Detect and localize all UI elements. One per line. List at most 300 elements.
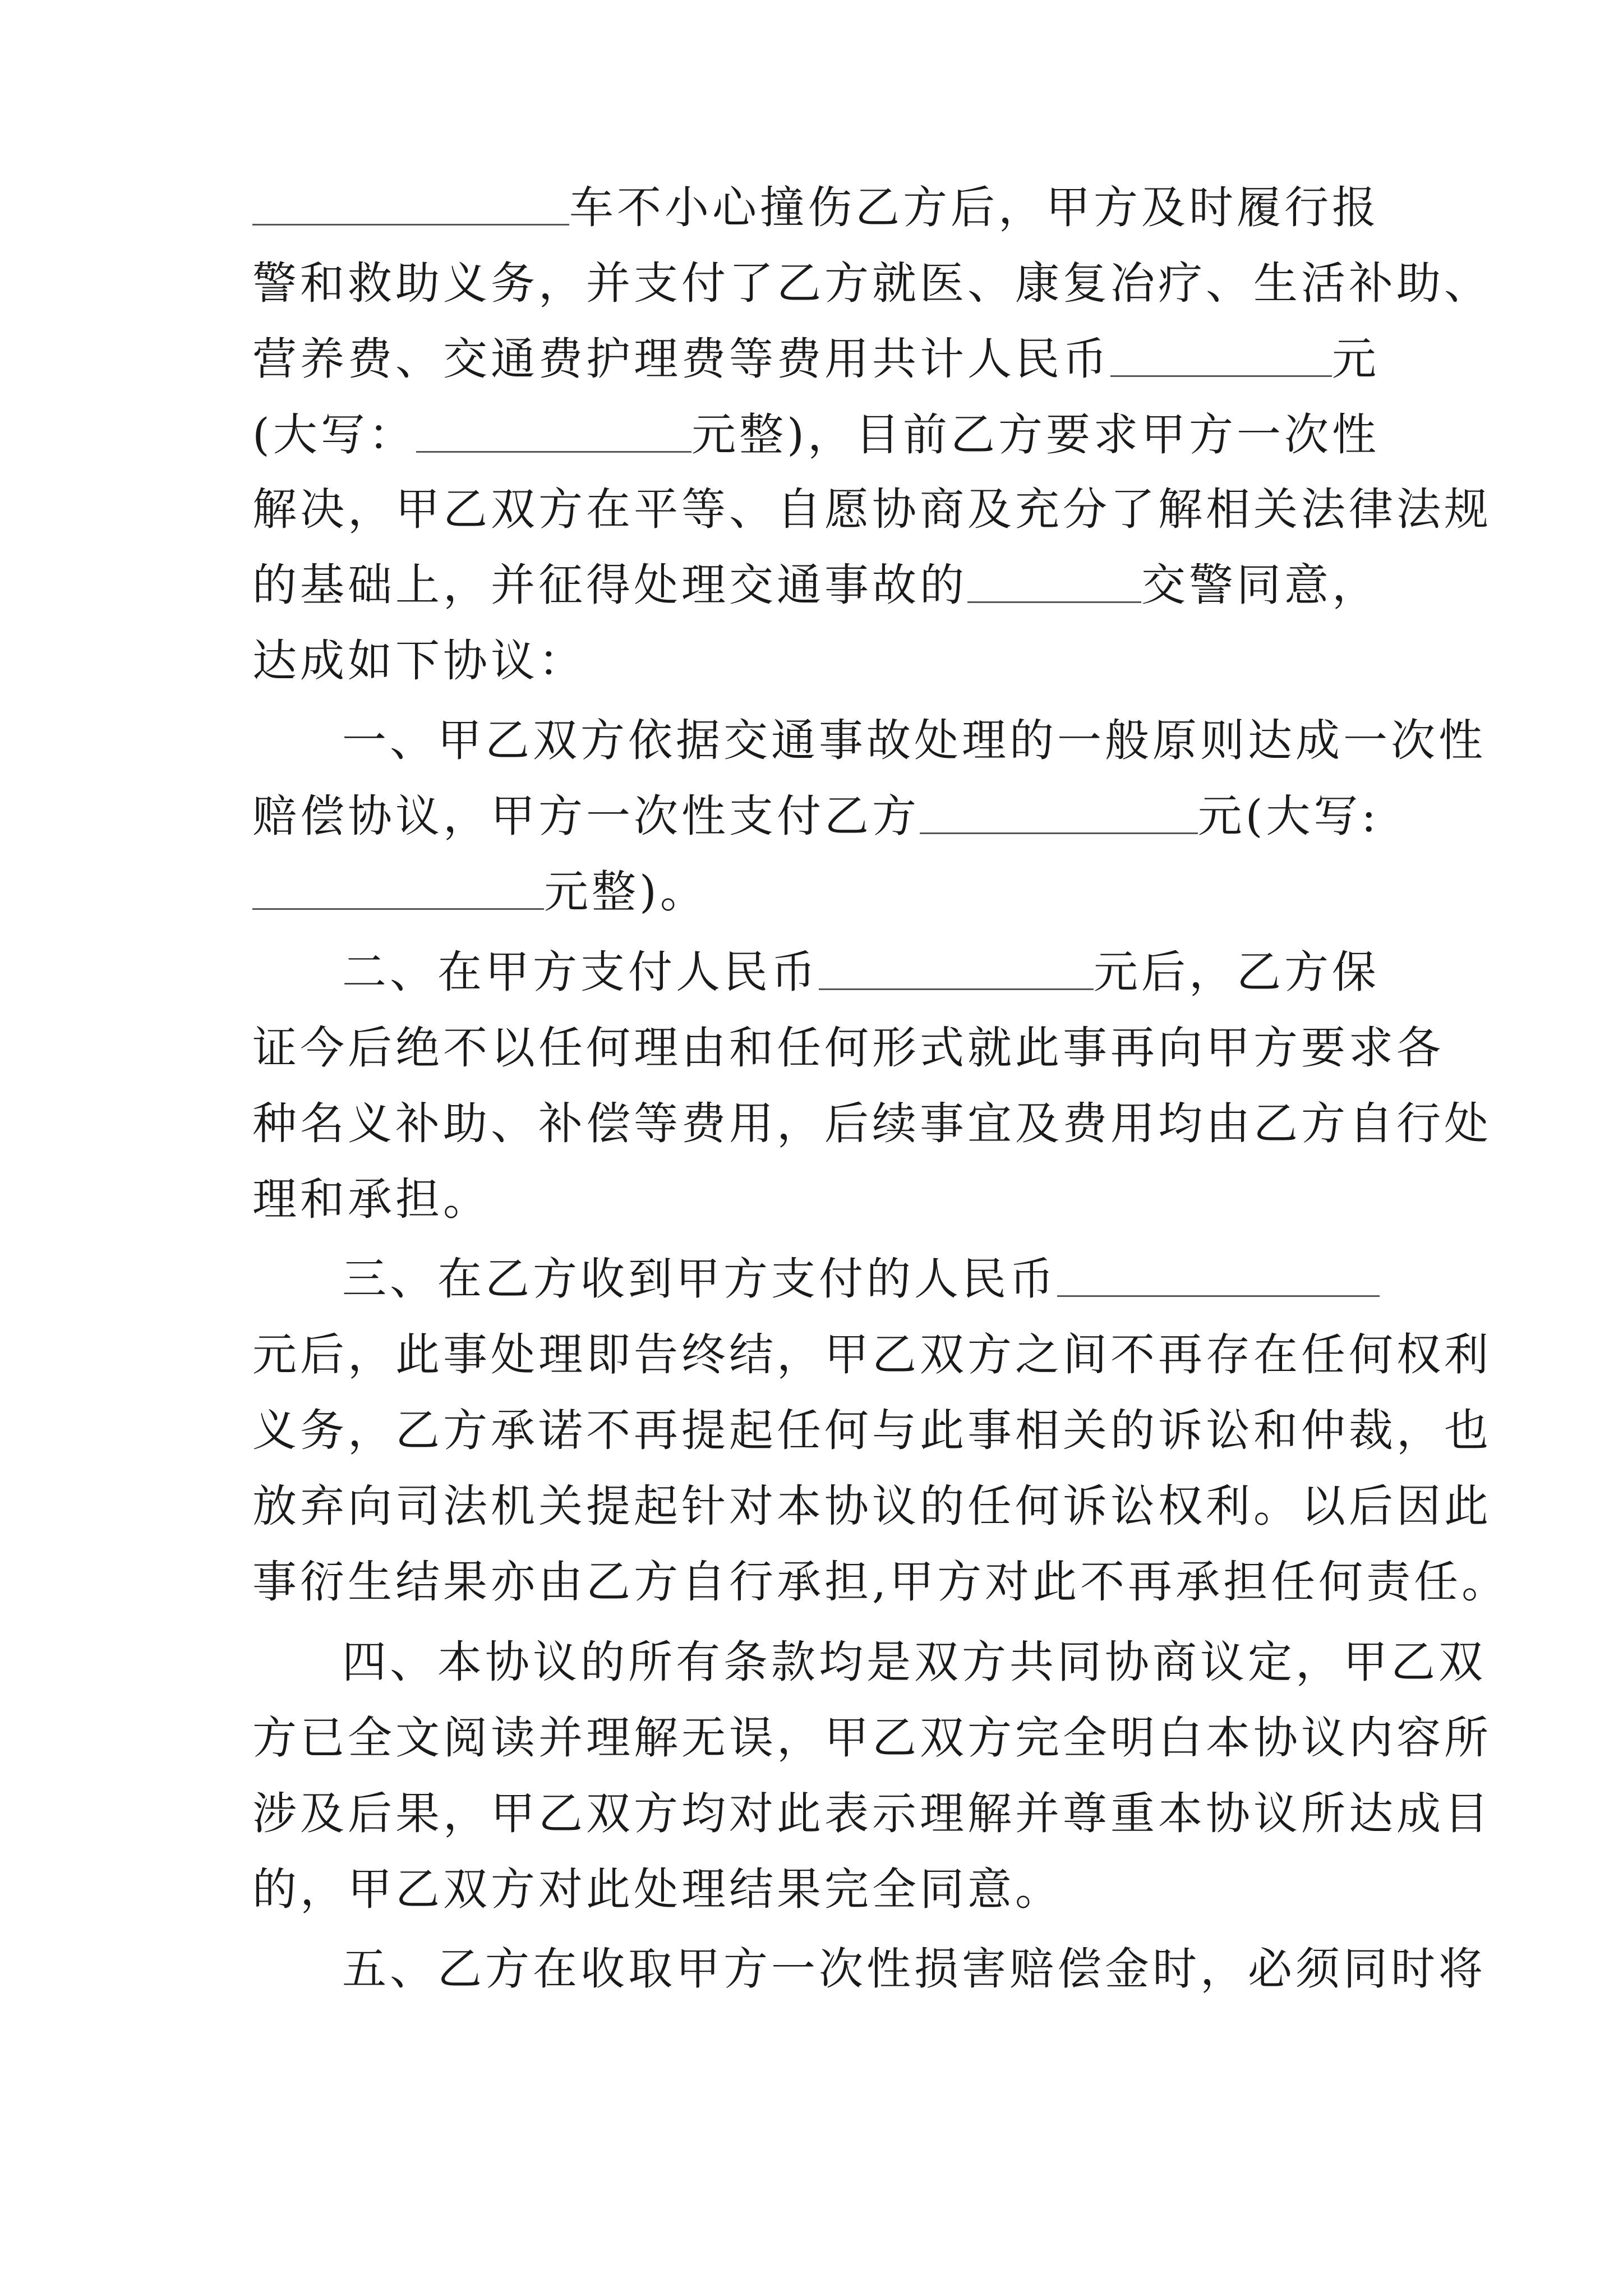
text-char: 求 (1349, 1022, 1396, 1074)
text-char: 协 (824, 1480, 872, 1532)
text-char: 商 (1152, 1636, 1200, 1688)
text-char: 费 (1063, 1098, 1110, 1149)
text-char: 共 (1009, 1636, 1057, 1688)
text-line (252, 1388, 1492, 1473)
text-char: 将 (1438, 1943, 1486, 1995)
text-char: 议 (533, 1636, 580, 1688)
text-line (252, 1157, 1380, 1241)
text-char: ， (1200, 1943, 1248, 1995)
text-char: 利 (1206, 1480, 1253, 1532)
text-char: 相 (1015, 1405, 1063, 1456)
text-char: 针 (681, 1480, 729, 1532)
fill-in-blank[interactable] (819, 966, 1094, 990)
text-char: 证 (252, 1022, 300, 1074)
text-char: 任 (1301, 1329, 1349, 1381)
text-char: 双 (586, 1788, 634, 1839)
text-char: 协 (1206, 1788, 1253, 1839)
text-char: 结 (395, 1556, 443, 1608)
text-line (252, 543, 1380, 627)
text-char: 商 (920, 484, 967, 535)
text-char: 必 (1248, 1943, 1295, 1995)
text-char: 对 (985, 1556, 1033, 1608)
text-segment: 元整)，目前乙方要求甲方一次性 (691, 409, 1380, 461)
text-segment: 达成如下协议： (252, 635, 586, 687)
text-char: 、 (390, 715, 437, 766)
text-char: 、 (390, 1636, 437, 1688)
text-char: 所 (628, 1636, 676, 1688)
text-char: 后 (348, 1022, 395, 1074)
text-char: 议 (872, 1480, 920, 1532)
text-line (252, 1540, 1510, 1624)
text-char: 读 (491, 1712, 538, 1764)
text-char: 再 (1110, 1022, 1158, 1074)
text-char: 此 (920, 1405, 967, 1456)
text-char: 方 (634, 1788, 681, 1839)
text-char: 款 (771, 1636, 819, 1688)
text-char: 误 (729, 1712, 777, 1764)
text-char: 终 (681, 1329, 729, 1381)
text-char: 就 (967, 1022, 1015, 1074)
text-char: 医 (920, 257, 967, 309)
text-char: 式 (920, 1022, 967, 1074)
text-char: 双 (914, 1636, 962, 1688)
text-char: 则 (1200, 715, 1248, 766)
text-char: 并 (586, 257, 634, 309)
text-char: 亦 (491, 1556, 538, 1608)
text-char: 此 (1032, 1556, 1081, 1608)
text-char: 、 (491, 1098, 538, 1149)
text-char: 理 (962, 715, 1009, 766)
text-char: 同 (1057, 1636, 1105, 1688)
text-char: 方 (485, 1943, 533, 1995)
text-char: 再 (1158, 1329, 1206, 1381)
text-segment: 二、在甲方支付人民币 (342, 946, 819, 998)
text-char: 本 (1158, 1788, 1206, 1839)
text-char: 续 (872, 1098, 920, 1149)
text-char: 乙 (437, 1943, 485, 1995)
text-char: 了 (1110, 484, 1158, 535)
text-char: 不 (1080, 1556, 1128, 1608)
text-char: 、 (967, 257, 1015, 309)
text-char: 担 (824, 1556, 872, 1608)
text-char: 交 (723, 715, 771, 766)
text-char: 法 (1396, 484, 1444, 535)
text-line (252, 619, 1380, 703)
text-char: 平 (634, 484, 681, 535)
text-char: 不 (1110, 1329, 1158, 1381)
text-char: 方 (252, 1712, 300, 1764)
text-char: 一 (342, 715, 390, 766)
text-char: 冶 (1110, 257, 1158, 309)
text-char: 务 (300, 1405, 348, 1456)
text-char: 司 (395, 1480, 443, 1532)
text-char: 法 (443, 1480, 491, 1532)
text-char: 、 (729, 484, 777, 535)
text-char: 甲 (1343, 1636, 1391, 1688)
text-line (252, 1464, 1492, 1548)
fill-in-blank[interactable] (920, 810, 1198, 834)
text-line (342, 1237, 1380, 1321)
text-char: 自 (777, 484, 824, 535)
text-char: 补 (1349, 257, 1396, 309)
text-char: 解 (967, 1788, 1015, 1839)
text-char: 助 (1396, 257, 1444, 309)
text-char: 付 (681, 257, 729, 309)
text-char: 乙 (1253, 1098, 1301, 1149)
text-char: 收 (580, 1943, 628, 1995)
text-char: 义 (252, 1405, 300, 1456)
text-char: 方 (967, 1329, 1015, 1381)
text-char: 所 (1301, 1788, 1349, 1839)
fill-in-blank[interactable] (1057, 1273, 1380, 1297)
text-char: 甲 (1206, 1022, 1253, 1074)
fill-in-blank[interactable] (252, 886, 544, 910)
text-char: 故 (866, 715, 914, 766)
text-char: 双 (1438, 1636, 1486, 1688)
text-char: 乙 (586, 1556, 634, 1608)
text-char: 衍 (300, 1556, 348, 1608)
text-char: 处 (491, 1329, 538, 1381)
text-char: 完 (1015, 1712, 1063, 1764)
text-char: 所 (1444, 1712, 1492, 1764)
text-char: 警 (252, 257, 300, 309)
text-line (252, 1847, 1380, 1931)
text-char: 各 (1396, 1022, 1444, 1074)
text-char: 事 (920, 1098, 967, 1149)
text-char: 重 (1110, 1788, 1158, 1839)
text-char: 由 (1206, 1098, 1253, 1149)
text-char: 同 (1343, 1943, 1391, 1995)
text-char: 尊 (1063, 1788, 1110, 1839)
text-char: 由 (681, 1022, 729, 1074)
text-char: 也 (1444, 1405, 1492, 1456)
text-char: 任 (777, 1405, 824, 1456)
text-char: 全 (348, 1712, 395, 1764)
text-char: 解 (634, 1712, 681, 1764)
text-char: 何 (1318, 1556, 1367, 1608)
text-char: 果 (395, 1788, 443, 1839)
text-char: 本 (777, 1480, 824, 1532)
text-char: 形 (872, 1022, 920, 1074)
text-char: 有 (676, 1636, 723, 1688)
text-segment: 的基础上，并征得处理交通事故的 (252, 559, 967, 611)
text-char: 权 (1158, 1480, 1206, 1532)
text-char: 次 (819, 1943, 866, 1995)
text-char: 理 (634, 1022, 681, 1074)
text-char: 规 (1444, 484, 1492, 535)
text-char: 诉 (1063, 1480, 1110, 1532)
text-char: 承 (1175, 1556, 1224, 1608)
text-char: 提 (681, 1405, 729, 1456)
text-char: 果 (443, 1556, 491, 1608)
text-char: 法 (1301, 484, 1349, 535)
text-char: 和 (300, 257, 348, 309)
text-char: 决 (300, 484, 348, 535)
text-char: 等 (634, 1098, 681, 1149)
text-char: 一 (1343, 715, 1391, 766)
text-line (342, 1620, 1486, 1704)
text-char: 议 (1301, 1712, 1349, 1764)
text-char: 助 (395, 257, 443, 309)
text-char: 事 (443, 1329, 491, 1381)
text-char: 的 (920, 1480, 967, 1532)
text-char: 赔 (1009, 1943, 1057, 1995)
text-char: 任 (967, 1480, 1015, 1532)
text-char: 协 (872, 484, 920, 535)
text-char: 再 (1128, 1556, 1176, 1608)
text-char: ， (348, 484, 395, 535)
text-char: 由 (538, 1556, 586, 1608)
text-char: 元 (252, 1329, 300, 1381)
text-segment: 车不小心撞伤乙方后，甲方及时履行报 (569, 182, 1380, 233)
text-char: 任 (777, 1022, 824, 1074)
text-char: 务 (491, 257, 538, 309)
text-line (252, 850, 1380, 934)
text-char: 及 (300, 1788, 348, 1839)
text-char: 救 (348, 257, 395, 309)
text-char: 依 (628, 715, 676, 766)
text-line (252, 165, 1380, 250)
text-char: 要 (1301, 1022, 1349, 1074)
text-segment: 赔偿协议，甲方一次性支付乙方 (252, 790, 920, 842)
text-line (342, 1927, 1486, 2011)
text-char: 解 (1158, 484, 1206, 535)
text-char: 分 (1063, 484, 1110, 535)
text-char: 关 (1253, 484, 1301, 535)
text-char: 本 (1206, 1712, 1253, 1764)
fill-in-blank[interactable] (967, 579, 1141, 603)
text-char: 此 (1015, 1022, 1063, 1074)
text-char: 乙 (1391, 1636, 1438, 1688)
text-char: 复 (1063, 257, 1110, 309)
text-char: 此 (395, 1329, 443, 1381)
text-char: 关 (1063, 1405, 1110, 1456)
text-char: 的 (1009, 715, 1057, 766)
text-char: 机 (491, 1480, 538, 1532)
text-char: 。 (1253, 1480, 1301, 1532)
text-char: 白 (1158, 1712, 1206, 1764)
text-char: 方 (580, 715, 628, 766)
text-char: 起 (634, 1480, 681, 1532)
text-char: 以 (1301, 1480, 1349, 1532)
text-char: 一 (771, 1943, 819, 1995)
text-char: 双 (491, 484, 538, 535)
text-char: 五 (342, 1943, 390, 1995)
text-segment: 三、在乙方收到甲方支付的人民币 (342, 1253, 1057, 1305)
text-line (252, 317, 1380, 401)
text-char: 明 (1110, 1712, 1158, 1764)
text-line (252, 1772, 1492, 1856)
text-char: 补 (538, 1098, 586, 1149)
text-char: 后 (824, 1098, 872, 1149)
text-char: 讼 (1206, 1405, 1253, 1456)
text-char: 就 (872, 257, 920, 309)
text-char: 解 (252, 484, 300, 535)
text-char: 后 (1349, 1480, 1396, 1532)
text-char: 与 (872, 1405, 920, 1456)
text-char: 全 (1063, 1712, 1110, 1764)
text-char: 阅 (443, 1712, 491, 1764)
text-char: 定 (1248, 1636, 1295, 1688)
text-char: 方 (962, 1636, 1009, 1688)
text-char: 行 (1396, 1098, 1444, 1149)
text-char: 担 (1223, 1556, 1271, 1608)
text-char: 事 (967, 1405, 1015, 1456)
text-char: 处 (914, 715, 962, 766)
fill-in-blank[interactable] (1110, 353, 1332, 377)
text-char: 事 (252, 1556, 300, 1608)
text-segment: 元(大写: (1197, 790, 1380, 842)
text-char: ， (348, 1329, 395, 1381)
text-char: 此 (1444, 1480, 1492, 1532)
text-char: 涉 (252, 1788, 300, 1839)
text-char: 此 (777, 1788, 824, 1839)
text-char: 生 (1253, 257, 1301, 309)
text-char: ， (777, 1712, 824, 1764)
text-char: 及 (967, 484, 1015, 535)
text-char: 均 (819, 1636, 866, 1688)
text-char: 容 (1396, 1712, 1444, 1764)
text-char: 用 (1110, 1098, 1158, 1149)
text-char: 示 (872, 1788, 920, 1839)
text-line (252, 1006, 1444, 1090)
text-char: 助 (443, 1098, 491, 1149)
text-char: 通 (771, 715, 819, 766)
text-char: 协 (1105, 1636, 1152, 1688)
text-char: 在 (1253, 1329, 1301, 1381)
text-char: 乙 (872, 1712, 920, 1764)
text-char: 活 (1301, 257, 1349, 309)
text-char: 行 (729, 1556, 777, 1608)
text-char: 损 (914, 1943, 962, 1995)
text-char: ， (777, 1098, 824, 1149)
text-char: 双 (920, 1329, 967, 1381)
text-char: 的 (580, 1636, 628, 1688)
text-char: 达 (1349, 1788, 1396, 1839)
text-char: 取 (628, 1943, 676, 1995)
text-char: 对 (729, 1788, 777, 1839)
text-char: 偿 (1057, 1943, 1105, 1995)
text-char: 和 (729, 1022, 777, 1074)
fill-in-blank[interactable] (252, 201, 569, 226)
text-char: 向 (1158, 1022, 1206, 1074)
text-char: 不 (443, 1022, 491, 1074)
text-segment: 理和承担。 (252, 1174, 491, 1225)
text-line (252, 1696, 1492, 1780)
text-char: 本 (437, 1636, 485, 1688)
text-char: 内 (1349, 1712, 1396, 1764)
text-char: 事 (819, 715, 866, 766)
text-segment: 元整)。 (544, 866, 708, 918)
text-char: 费 (681, 1098, 729, 1149)
text-char: 疗 (1158, 257, 1206, 309)
text-char: 间 (1063, 1329, 1110, 1381)
text-char: 自 (681, 1556, 729, 1608)
text-char: 已 (300, 1712, 348, 1764)
text-char: 方 (1301, 1098, 1349, 1149)
text-line (252, 1082, 1492, 1166)
text-char: 及 (1015, 1098, 1063, 1149)
text-line (252, 241, 1492, 325)
text-char: 以 (491, 1022, 538, 1074)
text-char: 任 (538, 1022, 586, 1074)
text-segment: 的，甲乙双方对此处理结果完全同意。 (252, 1864, 1063, 1915)
text-char: 任 (1414, 1556, 1462, 1608)
text-line (252, 393, 1380, 477)
text-char: 责 (1366, 1556, 1414, 1608)
text-char: 并 (538, 1712, 586, 1764)
text-char: 文 (395, 1712, 443, 1764)
text-char: 愿 (824, 484, 872, 535)
text-char: 告 (634, 1329, 681, 1381)
text-char: ， (1396, 1405, 1444, 1456)
text-char: 权 (1396, 1329, 1444, 1381)
text-char: 因 (1396, 1480, 1444, 1532)
fill-in-blank[interactable] (416, 429, 691, 453)
text-char: 和 (1253, 1405, 1301, 1456)
text-char: 理 (586, 1712, 634, 1764)
text-line (342, 930, 1380, 1014)
text-char: 理 (920, 1788, 967, 1839)
text-char: 在 (533, 1943, 580, 1995)
text-char: 承 (777, 1556, 824, 1608)
text-char: 存 (1206, 1329, 1253, 1381)
text-char: 甲 (824, 1329, 872, 1381)
text-char: 之 (1015, 1329, 1063, 1381)
text-char: 承 (491, 1405, 538, 1456)
text-char: 生 (348, 1556, 395, 1608)
text-line (252, 774, 1380, 858)
text-char: 律 (1349, 484, 1396, 535)
text-char: 何 (1015, 1480, 1063, 1532)
text-char: 方 (443, 1405, 491, 1456)
text-char: 后 (348, 1788, 395, 1839)
text-char: 名 (300, 1098, 348, 1149)
text-char: 种 (252, 1098, 300, 1149)
text-char: 乙 (538, 1788, 586, 1839)
text-char: 事 (1063, 1022, 1110, 1074)
text-char: 绝 (395, 1022, 443, 1074)
text-char: 后 (300, 1329, 348, 1381)
text-char: 提 (586, 1480, 634, 1532)
text-char: 表 (824, 1788, 872, 1839)
text-char: 甲 (824, 1712, 872, 1764)
text-char: 在 (586, 484, 634, 535)
text-char: 甲 (395, 484, 443, 535)
text-char: ， (348, 1405, 395, 1456)
text-char: 方 (723, 1943, 771, 1995)
text-char: 据 (676, 715, 723, 766)
text-char: 利 (1444, 1329, 1492, 1381)
text-char: 等 (681, 484, 729, 535)
text-char: 议 (1253, 1788, 1301, 1839)
text-char: 四 (342, 1636, 390, 1688)
text-char: 何 (1349, 1329, 1396, 1381)
text-char: 何 (824, 1405, 872, 1456)
text-char: 诺 (538, 1405, 586, 1456)
text-char: 向 (348, 1480, 395, 1532)
text-line (252, 1313, 1492, 1397)
text-char: 无 (681, 1712, 729, 1764)
text-char: ， (1295, 1636, 1343, 1688)
text-segment: (大写： (252, 409, 416, 461)
text-char: 达 (1248, 715, 1295, 766)
text-char: 须 (1295, 1943, 1343, 1995)
text-char: 何 (824, 1022, 872, 1074)
text-char: 一 (1057, 715, 1105, 766)
text-char: 理 (538, 1329, 586, 1381)
text-char: 性 (1438, 715, 1486, 766)
